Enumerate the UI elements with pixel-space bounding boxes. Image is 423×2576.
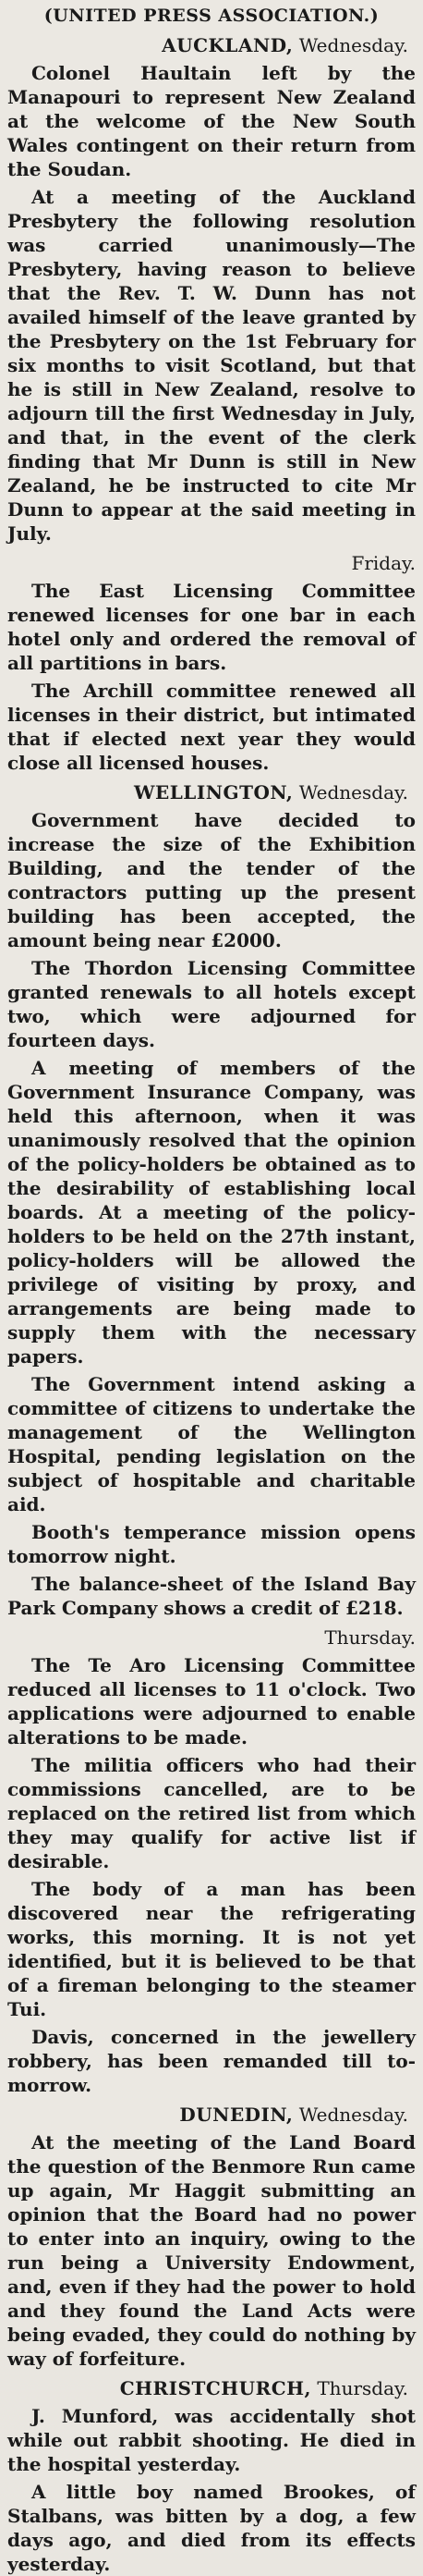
dateline-friday (7, 551, 416, 575)
dateline-city: DUNEDIN, (179, 2104, 294, 2126)
dateline-city: AUCKLAND, (162, 34, 294, 56)
agency-header: (UNITED PRESS ASSOCIATION.) (43, 6, 380, 26)
dateline-day: Wednesday. (298, 34, 408, 56)
article-paragraph: Booth's temperance mission opens tomorrow night. (7, 1521, 416, 1567)
dateline-day: Wednesday. (298, 781, 408, 803)
article-paragraph: Davis, concerned in the jewellery robbery, has been remanded till to-morrow. (7, 2026, 416, 2096)
article-paragraph: The Thordon Licensing Committee granted renewals to all hotels except two, which were adjourned for fourteen days. (7, 957, 416, 1051)
article-paragraph: The body of a man has been discovered near the refrigerating works, this morning. It is not yet identified, but it is believed to be that of a fireman belonging to the steamer Tui. (7, 1878, 416, 2020)
dateline-day: Wednesday. (298, 2104, 408, 2126)
dateline-christchurch (7, 2376, 416, 2400)
article-paragraph: The militia officers who had their commissions cancelled, are to be replaced on the retired list from which they may qualify for active list if desirable. (7, 1754, 416, 1872)
article-paragraph: A meeting of members of the Government Insurance Company, was held this afternoon, when it was unanimously resolved that the opinion of the policy-holders be obtained as to the desirability of establishing local boards. At a meeting of the policy-holders to be held on the 27th instant, policy-holders will be allowed the privilege of visiting by proxy, and arrangements are being made to supply them with the necessary papers. (7, 1057, 416, 1368)
dateline-dunedin (7, 2103, 416, 2127)
dateline-thursday (7, 1625, 416, 1650)
dateline-day: Thursday. (317, 2377, 408, 2399)
article-paragraph: The Te Aro Licensing Committee reduced all licenses to 11 o'clock. Two applications were adjourned to enable alterations to be made. (7, 1654, 416, 1748)
article-paragraph: The East Licensing Committee renewed licenses for one bar in each hotel only and ordered the removal of all partitions in bars. (7, 580, 416, 674)
article-paragraph: Colonel Haultain left by the Manapouri to represent New Zealand at the welcome of the New South Wales contingent on their return from the Soudan. (7, 62, 416, 180)
article-paragraph: At a meeting of the Auckland Presbytery the following resolution was carried unanimously—The Presbytery, having reason to believe that the Rev. T. W. Dunn has not availed himself of the leave granted by the Presbytery on the 1st February for six months to visit Scotland, but that he is still in New Zealand, resolve to adjourn till the first Wednesday in July, and that, in the event of the clerk finding that Mr Dunn is still in New Zealand, he be instructed to cite Mr Dunn to appear at the said meeting in July. (7, 186, 416, 545)
article-paragraph: At the meeting of the Land Board the question of the Benmore Run came up again, Mr Haggit submitting an opinion that the Board had no power to enter into an inquiry, owing to the run being a University Endowment, and, even if they had the power to hold and they found the Land Acts were being evaded, they could do nothing by way of forfeiture. (7, 2131, 416, 2370)
article-paragraph: Government have decided to increase the size of the Exhibition Building, and the tender of the contractors putting up the present building has been accepted, the amount being near £2000. (7, 809, 416, 951)
dateline-day: Thursday. (324, 1626, 416, 1649)
article-paragraph: A little boy named Brookes, of Stalbans, was bitten by a dog, a few days ago, and died from its effects yesterday. (7, 2481, 416, 2575)
dateline-city: CHRISTCHURCH, (119, 2377, 311, 2399)
article-paragraph: J. Munford, was accidentally shot while out rabbit shooting. He died in the hospital yesterday. (7, 2405, 416, 2475)
dateline-city: WELLINGTON, (134, 781, 294, 803)
article-paragraph: The balance-sheet of the Island Bay Park Company shows a credit of £218. (7, 1573, 416, 1619)
article-paragraph: The Archill committee renewed all licenses in their district, but intimated that if elected next year they would close all licensed houses. (7, 680, 416, 774)
dateline-auckland (7, 33, 416, 57)
dateline-wellington (7, 780, 416, 804)
dateline-day: Friday. (351, 552, 416, 574)
article-paragraph: The Government intend asking a committee of citizens to undertake the management of the Wellington Hospital, pending legislation on the subject of hospitable and charitable aid. (7, 1373, 416, 1515)
